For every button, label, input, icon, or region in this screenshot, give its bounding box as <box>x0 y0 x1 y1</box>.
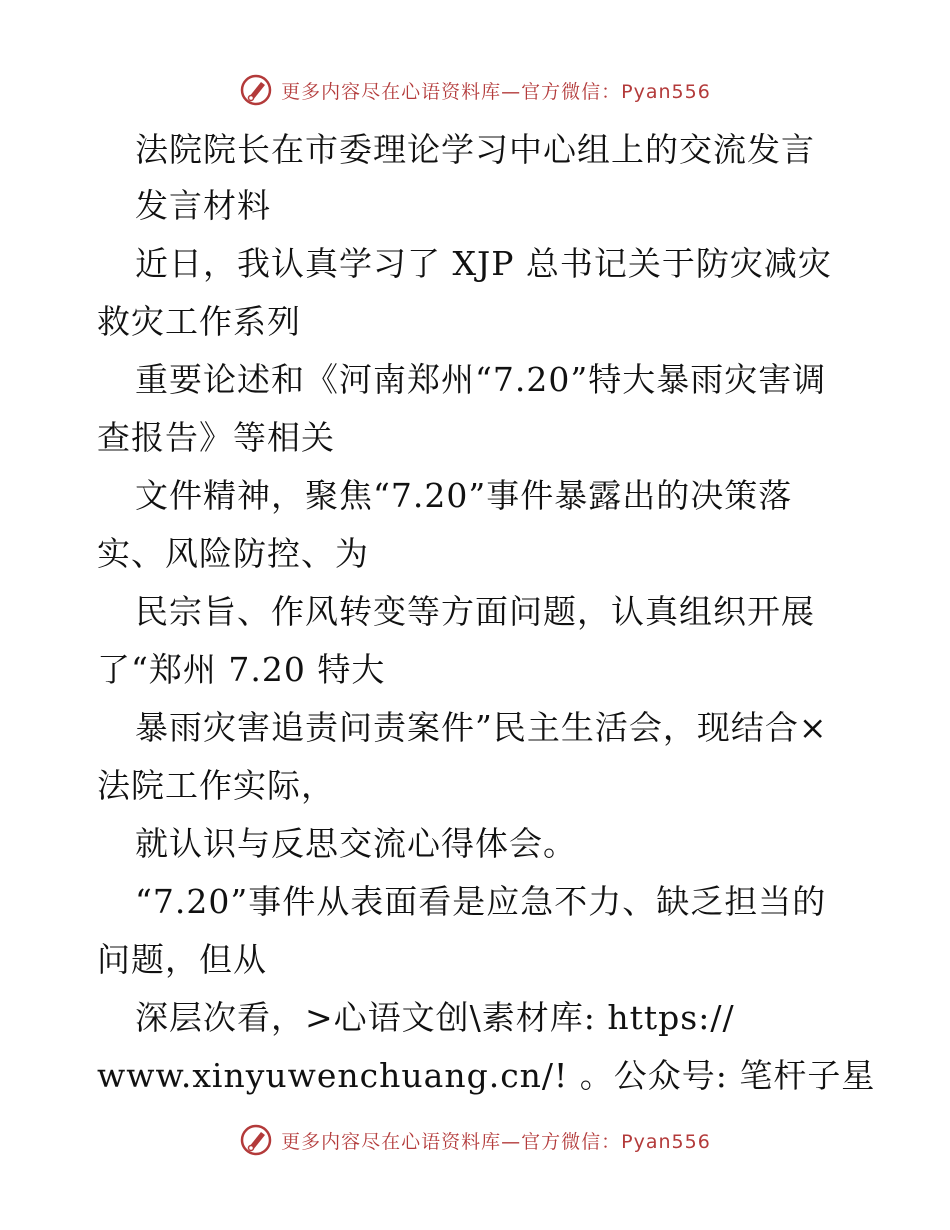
paragraph-line: 查报告》等相关 <box>97 418 335 457</box>
paragraph-line: 问题，但从 <box>97 940 267 979</box>
pen-nib-logo-icon <box>239 73 273 107</box>
paragraph-line: 深层次看，>心语文创\素材库: https:// <box>135 998 735 1037</box>
paragraph-line: 暴雨灾害追责问责案件”民主生活会，现结合× <box>135 708 828 747</box>
paragraph-line: 法院工作实际， <box>97 766 335 805</box>
header-banner <box>0 70 950 110</box>
paragraph-line: 就认识与反思交流心得体会。 <box>135 824 577 863</box>
paragraph-line: 了“郑州 7.20 特大 <box>97 650 386 689</box>
paragraph-line: 救灾工作系列 <box>97 302 301 341</box>
paragraph-line: 实、风险防控、为 <box>97 534 369 573</box>
paragraph-line: 近日，我认真学习了 XJP 总书记关于防灾减灾 <box>135 244 832 283</box>
paragraph-line: 重要论述和《河南郑州“7.20”特大暴雨灾害调 <box>135 360 827 399</box>
footer-banner <box>0 1120 950 1160</box>
paragraph-line: “7.20”事件从表面看是应急不力、缺乏担当的 <box>135 882 827 921</box>
paragraph-line: 文件精神，聚焦“7.20”事件暴露出的决策落 <box>135 476 793 515</box>
pen-nib-logo-icon <box>239 1123 273 1157</box>
footer-banner-text: 更多内容尽在心语资料库—官方微信：Pyan556 <box>281 1130 711 1153</box>
header-banner-text: 更多内容尽在心语资料库—官方微信：Pyan556 <box>281 80 711 103</box>
title-line-1: 法院院长在市委理论学习中心组上的交流发言 <box>135 130 815 169</box>
paragraph-line: www.xinyuwenchuang.cn/! 。公众号: 笔杆子星 <box>97 1056 876 1095</box>
title-line-2: 发言材料 <box>135 186 271 225</box>
paragraph-line: 民宗旨、作风转变等方面问题，认真组织开展 <box>135 592 815 631</box>
